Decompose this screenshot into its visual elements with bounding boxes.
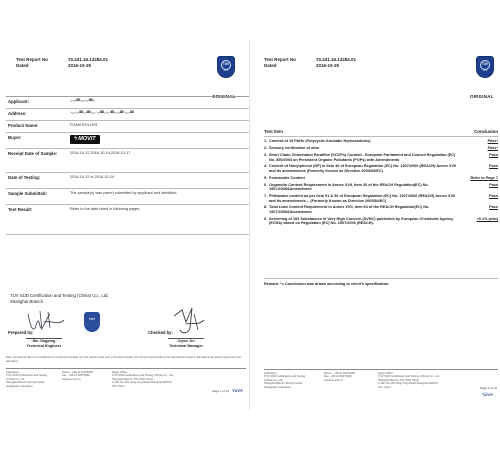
- seal-brand: TÜV: [89, 317, 95, 321]
- report-no-label: Test Report No: [264, 57, 296, 62]
- test-item-result: Pass: [489, 164, 498, 169]
- table-row: 1. Content of 18 PAHs (Polycyclic Aromatic Hydrocarbons) Pass*: [264, 139, 498, 144]
- test-result-label: Test Result:: [8, 207, 33, 212]
- logo-sub: SÜD: [482, 70, 488, 72]
- report-no-value: 70.431.16.13284.01: [316, 57, 357, 62]
- testing-date-value: 2016-10-12 to 2016-10-24: [70, 175, 115, 179]
- test-item-result: Pass: [489, 182, 498, 187]
- footer-laboratory: Laboratory: TÜV SÜD Certification and Testing (China) Co. Ltd. Shanghai Branch Testing Center Hardgoods Laboratory: [264, 372, 306, 389]
- checked-signature: [168, 306, 208, 338]
- page-footer: [6, 368, 246, 388]
- prepared-by-name: Wu Jingping Technical Engineer: [26, 339, 62, 348]
- footer-laboratory: Laboratory: TÜV SÜD Certification and Testing (China) Co. Ltd. Shanghai Branch Testing Center Hardgoods Laboratory: [6, 371, 48, 388]
- table-row: 3. Short Chain Chlorinated Paraffins (SCCPs) Content - European Parliament and Council Regulation (EC) No. 850/2004 on Persistent Organic Pollutants (POPs) with Amendments Pass: [264, 153, 498, 162]
- report-header: [16, 57, 166, 69]
- test-item-text: Sensory verification of odor: [269, 146, 320, 151]
- test-item-text: Content of Nonylphenol (NP) in item 46 of European Regulation (EC) No. 1907/2006 (REACH) Annex XVII and its amendments (Formerly Known as Directive 2003/53/EC): [269, 164, 457, 173]
- dated-value: 2016-10-25: [68, 63, 92, 69]
- footer-contact: Phone : +86 21 60376300 Fax : +86 21 60376340 www.tuv-sud.cn: [62, 371, 94, 381]
- table-row: [6, 109, 249, 121]
- buyer-logo: [70, 135, 100, 144]
- table-row: 4. Content of Nonylphenol (NP) in item 46 of European Regulation (EC) No. 1907/2006 (REACH) Annex XVII and its amendments (Formerly Known as Directive 2003/53/EC) Pass: [264, 164, 498, 173]
- table-row: 5. Formamide Content Refer to Page 7: [264, 175, 498, 180]
- tuv-sud-logo: [214, 56, 238, 84]
- shield-icon: [217, 56, 235, 78]
- table-row: 8. Total Lead Content Requirement in Annex XVII, item 63 of the REACH Regulation(EC) No. 1907/2006&Amendment Pass: [264, 205, 498, 214]
- checked-by-label: Checked by:: [148, 330, 173, 335]
- table-row: [6, 133, 249, 149]
- logo-sub: SÜD: [223, 70, 229, 72]
- test-items-table: [264, 129, 498, 226]
- table-row: [6, 173, 249, 189]
- test-item-result: Pass: [489, 153, 498, 158]
- test-item-text: Total Lead Content Requirement in Annex XVII, item 63 of the REACH Regulation(EC) No. 1907/2006&Amendment: [269, 205, 430, 214]
- tuv-sud-logo: [473, 56, 497, 84]
- applicant-label: Applicant:: [8, 99, 30, 104]
- test-item-result: Pass: [489, 205, 498, 210]
- test-item-text: Organotin Content Requirement in Annex XVII, item 20 of the REACH Regulation(EC) No. 1907/2006&Amendment: [269, 182, 429, 192]
- receipt-date-value: 2016-10-12,2016-10-14,2016-10-17: [70, 151, 131, 155]
- address-value: ∿ᚚ∿ᚙ ᚚᚙ∿ᚚ ∿ᚙᚚ∿ ᚙᚚ∿ᚙ ∿ᚚᚙ: [70, 110, 134, 115]
- test-item-result: Pass*: [487, 146, 498, 151]
- report-no-label: Test Report No: [16, 57, 48, 62]
- issuer-company: TÜV SÜD Certification and Testing (China) Co., Ltd.: [10, 293, 109, 298]
- buyer-label: Buyer:: [8, 135, 22, 140]
- test-item-text: Phthalates content as per item 51 & 52 of European Regulation (EC) No. 1907/2006 (REACH) Annex XVII and its amendments -- (Formerly Known as Directive 2005/84/EC): [269, 193, 456, 203]
- product-name-value: FOAM ROLLER: [70, 123, 98, 127]
- report-no-value: 70.431.16.13284.01: [68, 57, 109, 62]
- testing-date-label: Date of Testing:: [8, 175, 41, 180]
- issuer-block: [10, 293, 109, 305]
- receipt-date-label: Receipt Date of Sample:: [8, 151, 58, 156]
- buyer-value: MOVIT: [78, 136, 96, 143]
- sample-submitted-value: The sample(s) was (were) submitted by applicant and identified.: [70, 191, 178, 195]
- footer-office: Regd. Office: TÜV SÜD Certification and Testing (China) Co., Ltd. Shanghai Branch TÜV SÜD China 3-13F, No.151 Heng Tong Road Shanghai 200070 P.R. China: [112, 371, 174, 388]
- checked-by-name: Joyce Jin Technical Manager: [169, 339, 203, 348]
- dated-value: 2016-10-25: [316, 63, 340, 69]
- page-number: Page 1 of 10: [212, 389, 230, 393]
- issuer-branch: Shanghai Branch: [10, 299, 43, 304]
- applicant-value: ᚚ∿ᚙ∿ᚚ∿ᚙ∿: [70, 98, 95, 103]
- table-row: [6, 97, 249, 109]
- dated-label: Dated: [264, 63, 277, 69]
- test-result-value: Refer to the data listed in following pages: [70, 207, 140, 211]
- original-stamp-text: ORIGINAL: [212, 94, 236, 99]
- table-row: [6, 189, 249, 205]
- table-row: [6, 205, 249, 235]
- terms-note: Note: (1) General Terms & Conditions as mentioned overleaf. (2) The results relate only to the items tested. (3) The test report shall not be reproduced except in full without the written approval of the laboratory.: [6, 356, 241, 363]
- test-item-result: Refer to Page 7: [470, 175, 498, 180]
- table-row: 9. Screening of 169 Substances of Very High Concern (SVHC) published by European Chemicals Agency (ECHA) based on Regulation (EC) No. 1907/2006 (REACH). <0.1% (w/w): [264, 216, 498, 226]
- test-item-text: Formamide Content: [269, 175, 305, 180]
- table-row: 2. Sensory verification of odor Pass*: [264, 146, 498, 151]
- shield-icon: [476, 56, 494, 78]
- report-header: [264, 57, 414, 69]
- test-item-result: Pass*: [487, 139, 498, 144]
- footer-contact: Phone : +86 21 60376300 Fax : +86 21 60376340 www.tuv-sud.cn: [324, 372, 356, 382]
- table-row: 6. Organotin Content Requirement in Annex XVII, item 20 of the REACH Regulation(EC) No. 1907/2006&Amendment Pass: [264, 182, 498, 192]
- logo-brand: TÜV: [481, 62, 489, 66]
- page-number: Page 2 of 10: [480, 386, 498, 390]
- report-page-2: [250, 0, 500, 450]
- table-row: 7. Phthalates content as per item 51 & 52 of European Regulation (EC) No. 1907/2006 (REACH) Annex XVII and its amendments -- (Formerly Known as Directive 2005/84/EC) Pass: [264, 193, 498, 203]
- report-info-table: [6, 96, 249, 235]
- lightning-icon: ϟ: [74, 135, 78, 142]
- test-item-text: Short Chain Chlorinated Paraffins (SCCPs) Content - European Parliament and Council Regulation (EC) No. 850/2004 on Persistent Organic Pollutants (POPs) with Amendments: [269, 153, 456, 162]
- prepared-by-label: Prepared by:: [8, 330, 34, 335]
- footer-tuv-mark: TÜV®: [232, 388, 243, 393]
- sample-submitted-label: Sample Submitted:: [8, 191, 47, 196]
- test-item-text: Content of 18 PAHs (Polycyclic Aromatic Hydrocarbons): [269, 139, 371, 144]
- table-row: [6, 121, 249, 133]
- tuv-seal: [82, 312, 102, 338]
- test-item-result: Pass: [489, 193, 498, 198]
- table-row: [6, 149, 249, 173]
- conclusion-header: Conclusion: [474, 129, 498, 134]
- logo-brand: TÜV: [222, 62, 230, 66]
- page-footer: [264, 369, 498, 389]
- dated-label: Dated: [16, 63, 29, 69]
- test-item-result: <0.1% (w/w): [476, 216, 498, 221]
- table-header: [264, 129, 498, 137]
- address-label: Address:: [8, 111, 27, 116]
- test-item-header: Test Item: [264, 129, 283, 134]
- footer-tuv-mark: TÜV®: [482, 392, 493, 397]
- original-stamp-text: ORIGINAL: [470, 94, 494, 99]
- product-name-label: Product Name:: [8, 123, 39, 128]
- remark-text: Remark: *= Conclusion was drawn according to client's specification.: [264, 282, 390, 286]
- footer-office: Regd. Office: TÜV SÜD Certification and Testing (China) Co., Ltd. Shanghai Branch TÜV SÜD China 3-13F, No.151 Heng Tong Road Shanghai 200070 P.R. China: [378, 372, 440, 389]
- test-item-text: Screening of 169 Substances of Very High Concern (SVHC) published by European Chemicals Agency (ECHA) based on Regulation (EC) No. 1907/2006 (REACH).: [269, 216, 454, 226]
- shield-icon: [84, 312, 100, 332]
